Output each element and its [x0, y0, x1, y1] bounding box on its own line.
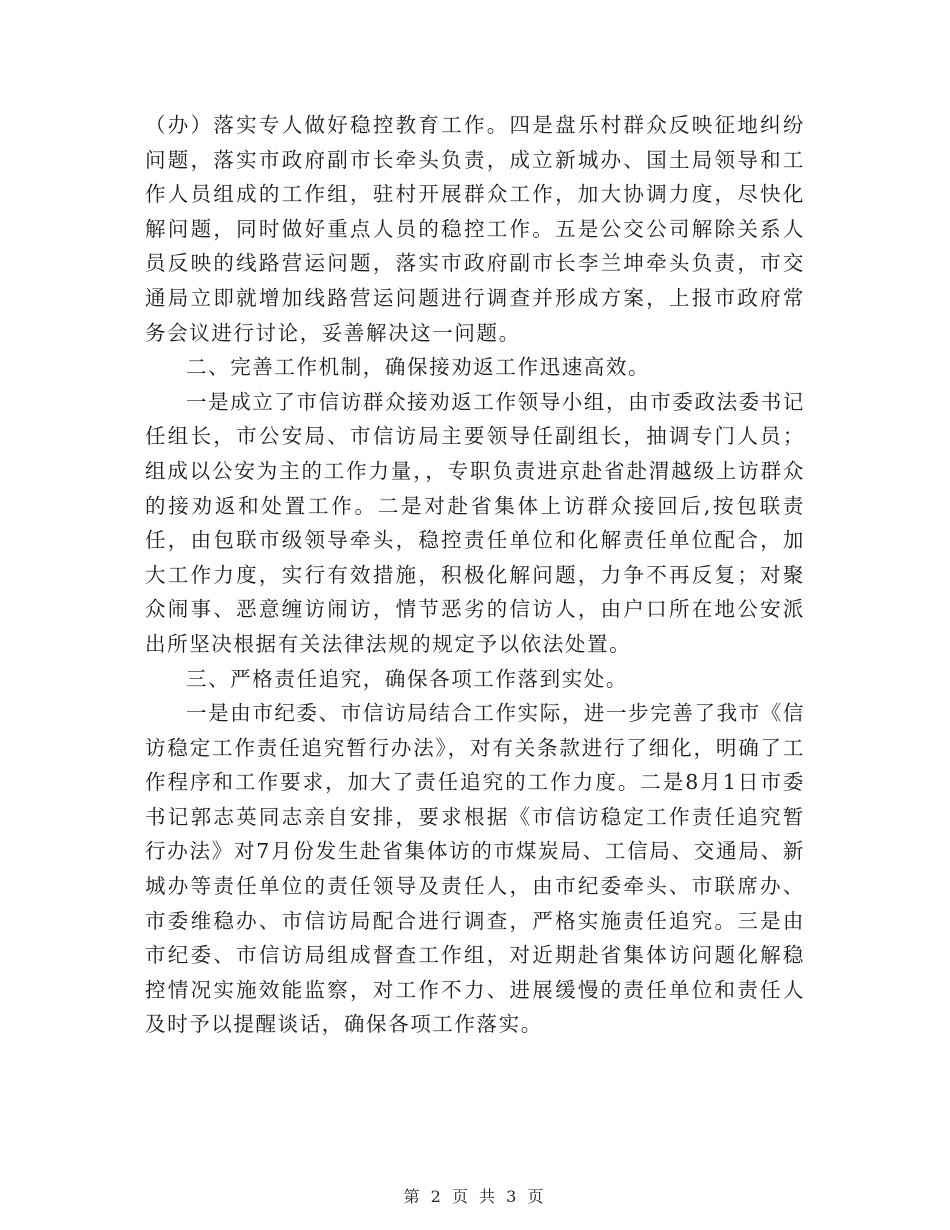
document-body — [145, 108, 805, 1042]
paragraph-mechanism: 一是成立了市信访群众接劝返工作领导小组，由市委政法委书记任组长，市公安局、市信访局主要领导任副组长，抽调专门人员；组成以公安为主的工作力量，，专职负责进京赴省赴渭越级上访群众的接劝返和处置工作。二是对赴省集体上访群众接回后,按包联责任，由包联市级领导牵头，稳控责任单位和化解责任单位配合，加大工作力度，实行有效措施，积极化解问题，力争不再反复；对聚众闹事、恶意缠访闹访，情节恶劣的信访人，由户口所在地公安派出所坚决根据有关法律法规的规定予以依法处置。 — [145, 389, 805, 656]
page-footer: 第 2 页 共 3 页 — [403, 1187, 547, 1206]
section-heading-3: 三、严格责任追究，确保各项工作落到实处。 — [186, 666, 628, 691]
section-heading-2: 二、完善工作机制，确保接劝返工作迅速高效。 — [186, 355, 651, 380]
paragraph-accountability: 一是由市纪委、市信访局结合工作实际，进一步完善了我市《信访稳定工作责任追究暂行办法》，对有关条款进行了细化，明确了工作程序和工作要求，加大了责任追究的工作力度。二是8月1日市委书记郭志英同志亲自安排，要求根据《市信访稳定工作责任追究暂行办法》对7月份发生赴省集体访的市煤炭局、工信局、交通局、新城办等责任单位的责任领导及责任人，由市纪委牵头、市联席办、市委维稳办、市信访局配合进行调查，严格实施责任追究。三是由市纪委、市信访局组成督查工作组，对近期赴省集体访问题化解稳控情况实施效能监察，对工作不力、进展缓慢的责任单位和责任人及时予以提醒谈话，确保各项工作落实。 — [145, 701, 805, 1037]
paragraph-continuation: （办）落实专人做好稳控教育工作。四是盘乐村群众反映征地纠纷问题，落实市政府副市长牵头负责，成立新城办、国土局领导和工作人员组成的工作组，驻村开展群众工作，加大协调力度，尽快化解问题，同时做好重点人员的稳控工作。五是公交公司解除关系人员反映的线路营运问题，落实市政府副市长李兰坤牵头负责，市交通局立即就增加线路营运问题进行调查并形成方案，上报市政府常务会议进行讨论，妥善解决这一问题。 — [145, 113, 805, 345]
